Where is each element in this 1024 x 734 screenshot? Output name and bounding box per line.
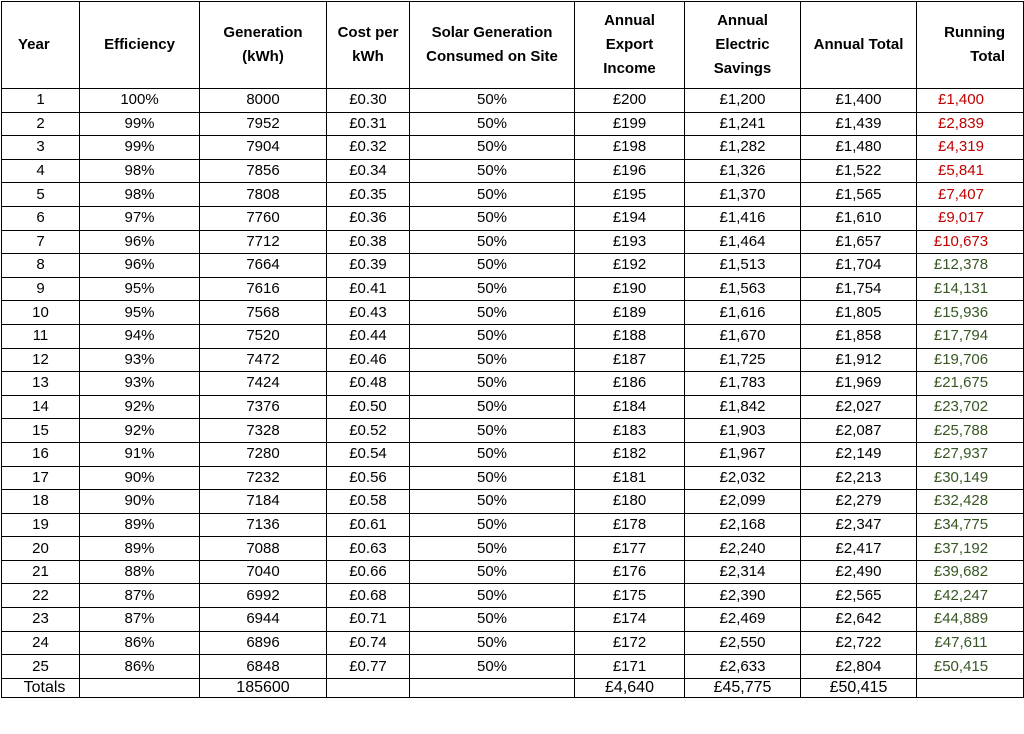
header-annual-electric-savings: Annual Electric Savings: [685, 2, 801, 89]
cell-export-income: £178: [575, 513, 685, 537]
table-row: [2, 655, 1024, 679]
cell-consumed-on-site: 50%: [410, 466, 575, 490]
cell-generation: 6896: [200, 631, 327, 655]
cell-generation: 7424: [200, 372, 327, 396]
cell-generation: 7760: [200, 206, 327, 230]
table-row: [2, 254, 1024, 278]
cell-annual-total: £2,347: [801, 513, 917, 537]
header-consumed-on-site: Solar Generation Consumed on Site: [410, 2, 575, 89]
cell-generation: 7280: [200, 442, 327, 466]
cell-generation: 7904: [200, 136, 327, 160]
cell-cost-per-kwh: £0.38: [327, 230, 410, 254]
cell-year: 1: [2, 89, 80, 113]
cell-running-total: £2,839: [917, 112, 1024, 136]
cell-cost-per-kwh: £0.71: [327, 608, 410, 632]
cell-electric-savings: £1,416: [685, 206, 801, 230]
table-row: [2, 324, 1024, 348]
cell-export-income: £187: [575, 348, 685, 372]
cell-efficiency: 97%: [80, 206, 200, 230]
cell-annual-total: £2,149: [801, 442, 917, 466]
totals-label: Totals: [2, 678, 80, 697]
cell-cost-per-kwh: £0.77: [327, 655, 410, 679]
cell-annual-total: £2,565: [801, 584, 917, 608]
header-annual-total: Annual Total: [801, 2, 917, 89]
cell-running-total: £14,131: [917, 277, 1024, 301]
cell-cost-per-kwh: £0.43: [327, 301, 410, 325]
cell-consumed-on-site: 50%: [410, 419, 575, 443]
cell-generation: 7712: [200, 230, 327, 254]
table-row: [2, 89, 1024, 113]
cell-cost-per-kwh: £0.68: [327, 584, 410, 608]
cell-generation: 7616: [200, 277, 327, 301]
cell-year: 25: [2, 655, 80, 679]
header-annual-export-income: Annual Export Income: [575, 2, 685, 89]
cell-generation: 7088: [200, 537, 327, 561]
table-row: [2, 348, 1024, 372]
cell-cost-per-kwh: £0.58: [327, 490, 410, 514]
cell-year: 5: [2, 183, 80, 207]
cell-annual-total: £1,480: [801, 136, 917, 160]
cell-cost-per-kwh: £0.41: [327, 277, 410, 301]
cell-generation: 7952: [200, 112, 327, 136]
cell-cost-per-kwh: £0.61: [327, 513, 410, 537]
cell-consumed-on-site: 50%: [410, 183, 575, 207]
cell-running-total: £34,775: [917, 513, 1024, 537]
cell-efficiency: 95%: [80, 277, 200, 301]
cell-running-total: £44,889: [917, 608, 1024, 632]
cell-cost-per-kwh: £0.63: [327, 537, 410, 561]
cell-generation: 7376: [200, 395, 327, 419]
cell-efficiency: 90%: [80, 466, 200, 490]
cell-running-total: £15,936: [917, 301, 1024, 325]
solar-savings-table: [1, 1, 1024, 698]
cell-running-total: £21,675: [917, 372, 1024, 396]
table-row: [2, 584, 1024, 608]
cell-consumed-on-site: 50%: [410, 631, 575, 655]
cell-efficiency: 93%: [80, 348, 200, 372]
cell-cost-per-kwh: £0.50: [327, 395, 410, 419]
cell-consumed-on-site: 50%: [410, 206, 575, 230]
cell-year: 6: [2, 206, 80, 230]
cell-running-total: £19,706: [917, 348, 1024, 372]
cell-year: 3: [2, 136, 80, 160]
table-row: [2, 301, 1024, 325]
totals-electric-savings: £45,775: [685, 678, 801, 697]
cell-export-income: £194: [575, 206, 685, 230]
cell-electric-savings: £2,633: [685, 655, 801, 679]
cell-generation: 7472: [200, 348, 327, 372]
cell-efficiency: 94%: [80, 324, 200, 348]
cell-year: 12: [2, 348, 80, 372]
cell-running-total: £39,682: [917, 560, 1024, 584]
cell-year: 10: [2, 301, 80, 325]
header-efficiency: Efficiency: [80, 2, 200, 89]
cell-year: 18: [2, 490, 80, 514]
cell-year: 14: [2, 395, 80, 419]
cell-electric-savings: £1,616: [685, 301, 801, 325]
cell-year: 21: [2, 560, 80, 584]
cell-efficiency: 91%: [80, 442, 200, 466]
cell-consumed-on-site: 50%: [410, 560, 575, 584]
cell-running-total: £23,702: [917, 395, 1024, 419]
cell-electric-savings: £1,326: [685, 159, 801, 183]
cell-year: 17: [2, 466, 80, 490]
cell-cost-per-kwh: £0.32: [327, 136, 410, 160]
cell-export-income: £186: [575, 372, 685, 396]
cell-export-income: £182: [575, 442, 685, 466]
cell-generation: 7232: [200, 466, 327, 490]
cell-export-income: £176: [575, 560, 685, 584]
cell-running-total: £17,794: [917, 324, 1024, 348]
table-row: [2, 442, 1024, 466]
cell-consumed-on-site: 50%: [410, 230, 575, 254]
cell-efficiency: 93%: [80, 372, 200, 396]
cell-consumed-on-site: 50%: [410, 324, 575, 348]
cell-annual-total: £2,027: [801, 395, 917, 419]
cell-export-income: £190: [575, 277, 685, 301]
cell-consumed-on-site: 50%: [410, 513, 575, 537]
cell-running-total: £30,149: [917, 466, 1024, 490]
cell-export-income: £200: [575, 89, 685, 113]
cell-annual-total: £1,754: [801, 277, 917, 301]
cell-generation: 6944: [200, 608, 327, 632]
table-row: [2, 419, 1024, 443]
table-footer: [2, 678, 1024, 697]
cell-cost-per-kwh: £0.34: [327, 159, 410, 183]
cell-efficiency: 88%: [80, 560, 200, 584]
cell-cost-per-kwh: £0.30: [327, 89, 410, 113]
table-row: [2, 136, 1024, 160]
totals-generation: 185600: [200, 678, 327, 697]
cell-consumed-on-site: 50%: [410, 584, 575, 608]
cell-generation: 7184: [200, 490, 327, 514]
cell-annual-total: £2,087: [801, 419, 917, 443]
cell-year: 2: [2, 112, 80, 136]
cell-electric-savings: £2,390: [685, 584, 801, 608]
table-row: [2, 560, 1024, 584]
cell-year: 7: [2, 230, 80, 254]
cell-efficiency: 92%: [80, 419, 200, 443]
cell-generation: 7136: [200, 513, 327, 537]
cell-export-income: £181: [575, 466, 685, 490]
cell-export-income: £174: [575, 608, 685, 632]
cell-generation: 7328: [200, 419, 327, 443]
cell-efficiency: 98%: [80, 159, 200, 183]
cell-generation: 7568: [200, 301, 327, 325]
cell-running-total: £9,017: [917, 206, 1024, 230]
cell-export-income: £199: [575, 112, 685, 136]
cell-electric-savings: £1,842: [685, 395, 801, 419]
cell-cost-per-kwh: £0.74: [327, 631, 410, 655]
cell-cost-per-kwh: £0.66: [327, 560, 410, 584]
table-row: [2, 206, 1024, 230]
cell-annual-total: £1,704: [801, 254, 917, 278]
cell-export-income: £196: [575, 159, 685, 183]
cell-consumed-on-site: 50%: [410, 254, 575, 278]
cell-running-total: £12,378: [917, 254, 1024, 278]
cell-export-income: £175: [575, 584, 685, 608]
cell-consumed-on-site: 50%: [410, 372, 575, 396]
cell-consumed-on-site: 50%: [410, 537, 575, 561]
cell-export-income: £193: [575, 230, 685, 254]
cell-annual-total: £1,657: [801, 230, 917, 254]
cell-annual-total: £2,279: [801, 490, 917, 514]
cell-year: 9: [2, 277, 80, 301]
cell-electric-savings: £1,903: [685, 419, 801, 443]
cell-electric-savings: £2,314: [685, 560, 801, 584]
cell-electric-savings: £2,099: [685, 490, 801, 514]
cell-annual-total: £2,642: [801, 608, 917, 632]
cell-annual-total: £2,722: [801, 631, 917, 655]
cell-running-total: £7,407: [917, 183, 1024, 207]
cell-annual-total: £1,805: [801, 301, 917, 325]
cell-export-income: £188: [575, 324, 685, 348]
cell-consumed-on-site: 50%: [410, 277, 575, 301]
cell-consumed-on-site: 50%: [410, 136, 575, 160]
cell-consumed-on-site: 50%: [410, 395, 575, 419]
cell-year: 20: [2, 537, 80, 561]
cell-generation: 7856: [200, 159, 327, 183]
cell-consumed-on-site: 50%: [410, 159, 575, 183]
cell-annual-total: £1,858: [801, 324, 917, 348]
cell-export-income: £198: [575, 136, 685, 160]
cell-efficiency: 86%: [80, 655, 200, 679]
cell-export-income: £180: [575, 490, 685, 514]
cell-running-total: £37,192: [917, 537, 1024, 561]
cell-annual-total: £1,522: [801, 159, 917, 183]
cell-electric-savings: £1,370: [685, 183, 801, 207]
table-row: [2, 112, 1024, 136]
cell-generation: 7520: [200, 324, 327, 348]
cell-cost-per-kwh: £0.56: [327, 466, 410, 490]
cell-consumed-on-site: 50%: [410, 490, 575, 514]
cell-year: 24: [2, 631, 80, 655]
cell-consumed-on-site: 50%: [410, 655, 575, 679]
table-row: [2, 230, 1024, 254]
cell-export-income: £195: [575, 183, 685, 207]
cell-cost-per-kwh: £0.36: [327, 206, 410, 230]
cell-generation: 6992: [200, 584, 327, 608]
table-row: [2, 159, 1024, 183]
cell-running-total: £47,611: [917, 631, 1024, 655]
cell-electric-savings: £1,200: [685, 89, 801, 113]
cell-efficiency: 92%: [80, 395, 200, 419]
totals-consumed-cell: [410, 678, 575, 697]
cell-efficiency: 90%: [80, 490, 200, 514]
totals-running-cell: [917, 678, 1024, 697]
cell-generation: 7040: [200, 560, 327, 584]
table-row: [2, 372, 1024, 396]
cell-annual-total: £1,912: [801, 348, 917, 372]
cell-consumed-on-site: 50%: [410, 608, 575, 632]
cell-efficiency: 86%: [80, 631, 200, 655]
cell-cost-per-kwh: £0.46: [327, 348, 410, 372]
cell-annual-total: £2,490: [801, 560, 917, 584]
cell-consumed-on-site: 50%: [410, 348, 575, 372]
cell-generation: 8000: [200, 89, 327, 113]
cell-consumed-on-site: 50%: [410, 112, 575, 136]
cell-year: 11: [2, 324, 80, 348]
cell-export-income: £177: [575, 537, 685, 561]
cell-electric-savings: £1,464: [685, 230, 801, 254]
cell-efficiency: 87%: [80, 584, 200, 608]
cell-running-total: £25,788: [917, 419, 1024, 443]
cell-generation: 7808: [200, 183, 327, 207]
cell-running-total: £27,937: [917, 442, 1024, 466]
header-row: [2, 2, 1024, 89]
cell-electric-savings: £2,240: [685, 537, 801, 561]
cell-cost-per-kwh: £0.44: [327, 324, 410, 348]
header-running-total: Running Total: [917, 2, 1024, 89]
cell-efficiency: 89%: [80, 537, 200, 561]
cell-running-total: £50,415: [917, 655, 1024, 679]
cell-electric-savings: £1,513: [685, 254, 801, 278]
cell-cost-per-kwh: £0.52: [327, 419, 410, 443]
cell-electric-savings: £1,241: [685, 112, 801, 136]
cell-running-total: £4,319: [917, 136, 1024, 160]
table-row: [2, 183, 1024, 207]
cell-cost-per-kwh: £0.39: [327, 254, 410, 278]
cell-annual-total: £1,969: [801, 372, 917, 396]
totals-annual-total: £50,415: [801, 678, 917, 697]
totals-efficiency-cell: [80, 678, 200, 697]
cell-consumed-on-site: 50%: [410, 301, 575, 325]
cell-annual-total: £1,400: [801, 89, 917, 113]
cell-efficiency: 100%: [80, 89, 200, 113]
cell-cost-per-kwh: £0.48: [327, 372, 410, 396]
table-row: [2, 466, 1024, 490]
cell-efficiency: 89%: [80, 513, 200, 537]
table-body: [2, 89, 1024, 679]
cell-export-income: £183: [575, 419, 685, 443]
cell-year: 13: [2, 372, 80, 396]
header-cost-per-kwh: Cost per kWh: [327, 2, 410, 89]
cell-efficiency: 87%: [80, 608, 200, 632]
totals-row: [2, 678, 1024, 697]
header-year: Year: [2, 2, 80, 89]
table-row: [2, 277, 1024, 301]
cell-export-income: £189: [575, 301, 685, 325]
cell-annual-total: £2,417: [801, 537, 917, 561]
cell-cost-per-kwh: £0.54: [327, 442, 410, 466]
table-row: [2, 537, 1024, 561]
cell-export-income: £172: [575, 631, 685, 655]
cell-year: 16: [2, 442, 80, 466]
cell-electric-savings: £1,967: [685, 442, 801, 466]
cell-export-income: £192: [575, 254, 685, 278]
cell-efficiency: 96%: [80, 230, 200, 254]
totals-export-income: £4,640: [575, 678, 685, 697]
cell-efficiency: 99%: [80, 136, 200, 160]
cell-generation: 6848: [200, 655, 327, 679]
cell-efficiency: 96%: [80, 254, 200, 278]
cell-year: 22: [2, 584, 80, 608]
cell-annual-total: £1,565: [801, 183, 917, 207]
cell-cost-per-kwh: £0.35: [327, 183, 410, 207]
cell-electric-savings: £2,469: [685, 608, 801, 632]
table-row: [2, 608, 1024, 632]
cell-year: 15: [2, 419, 80, 443]
cell-cost-per-kwh: £0.31: [327, 112, 410, 136]
cell-electric-savings: £1,670: [685, 324, 801, 348]
cell-export-income: £184: [575, 395, 685, 419]
cell-efficiency: 98%: [80, 183, 200, 207]
cell-annual-total: £1,610: [801, 206, 917, 230]
cell-consumed-on-site: 50%: [410, 89, 575, 113]
cell-annual-total: £1,439: [801, 112, 917, 136]
table-row: [2, 513, 1024, 537]
cell-year: 8: [2, 254, 80, 278]
cell-electric-savings: £2,032: [685, 466, 801, 490]
header-generation: Generation (kWh): [200, 2, 327, 89]
totals-cost-cell: [327, 678, 410, 697]
cell-generation: 7664: [200, 254, 327, 278]
cell-running-total: £1,400: [917, 89, 1024, 113]
cell-running-total: £10,673: [917, 230, 1024, 254]
table-row: [2, 631, 1024, 655]
cell-electric-savings: £1,282: [685, 136, 801, 160]
cell-running-total: £5,841: [917, 159, 1024, 183]
cell-electric-savings: £1,563: [685, 277, 801, 301]
cell-efficiency: 95%: [80, 301, 200, 325]
cell-consumed-on-site: 50%: [410, 442, 575, 466]
table-header: [2, 2, 1024, 89]
cell-annual-total: £2,213: [801, 466, 917, 490]
cell-electric-savings: £2,550: [685, 631, 801, 655]
cell-electric-savings: £1,783: [685, 372, 801, 396]
cell-annual-total: £2,804: [801, 655, 917, 679]
cell-running-total: £42,247: [917, 584, 1024, 608]
cell-year: 23: [2, 608, 80, 632]
cell-running-total: £32,428: [917, 490, 1024, 514]
cell-efficiency: 99%: [80, 112, 200, 136]
cell-year: 19: [2, 513, 80, 537]
cell-export-income: £171: [575, 655, 685, 679]
table-row: [2, 490, 1024, 514]
table-row: [2, 395, 1024, 419]
cell-electric-savings: £1,725: [685, 348, 801, 372]
cell-year: 4: [2, 159, 80, 183]
cell-electric-savings: £2,168: [685, 513, 801, 537]
